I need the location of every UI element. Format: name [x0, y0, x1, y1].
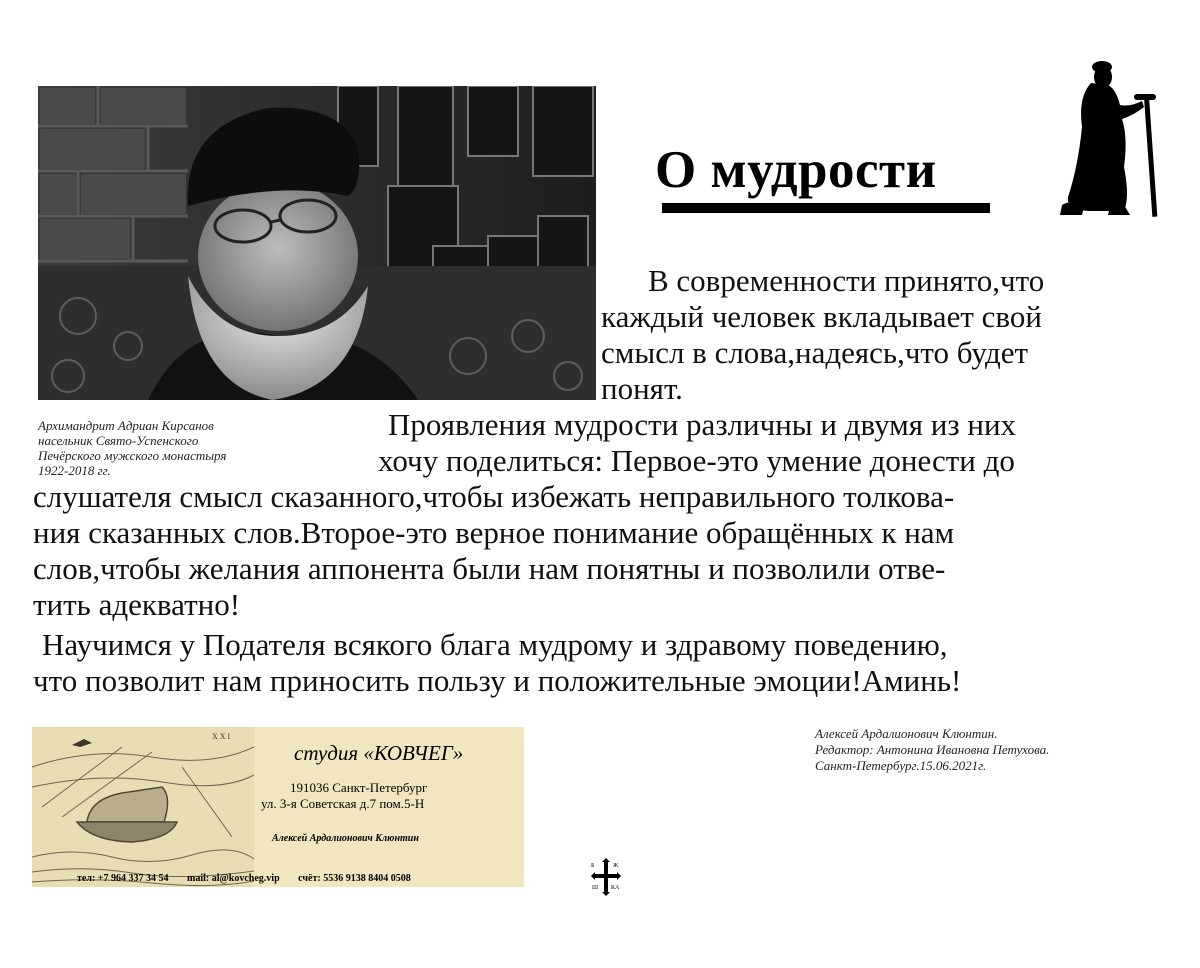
photo-caption [38, 418, 338, 478]
body-line: слов,чтобы желания аппонента были нам понятны и позволили отве- [33, 551, 946, 586]
emblem-letter: Ж [613, 863, 619, 869]
caption-line: Архимандрит Адриан Кирсанов [38, 418, 214, 433]
studio-name: студия «КОВЧЕГ» [294, 741, 464, 765]
studio-account: счёт: 5536 9138 8404 0508 [298, 873, 411, 884]
body-line: тить адекватно! [33, 587, 241, 622]
title-underline [662, 203, 990, 213]
body-line: слушателя смысл сказанного,чтобы избежать неправильного толкова- [33, 479, 955, 514]
body-line: Проявления мудрости различны и двумя из них [388, 407, 1017, 442]
body-line: В современности принято,что [648, 263, 1045, 298]
studio-person: Алексей Ардалионович Клюнтин [272, 833, 419, 844]
signature-line: Алексей Ардалионович Клюнтин. [815, 726, 998, 741]
caption-line: насельник Свято-Успенского [38, 433, 199, 448]
body-line: хочу поделиться: Первое-это умение донести до [378, 443, 1015, 478]
studio-business-card [32, 727, 524, 887]
page-title: О мудрости [655, 141, 937, 199]
card-art-label: X X I [212, 732, 231, 741]
signature-line: Редактор: Антонина Ивановна Петухова. [815, 742, 1050, 757]
studio-phone: тел: +7 964 337 34 54 [77, 873, 169, 884]
orthodox-cross-icon [585, 856, 627, 898]
caption-line: Печёрского мужского монастыря [38, 448, 227, 463]
body-line: смысл в слова,надеясь,что будет [601, 335, 1029, 370]
body-line: Научимся у Подателя всякого блага мудрому и здравому поведению, [42, 627, 948, 662]
studio-address-line: 191036 Санкт-Петербург [290, 780, 428, 795]
noah-ark-engraving-icon [32, 727, 254, 887]
studio-mail: mail: al@kovcheg.vip [187, 873, 280, 884]
emblem-letter: Ш [592, 885, 599, 891]
body-line: каждый человек вкладывает свой [601, 299, 1042, 334]
emblem-letter: Б [591, 863, 595, 869]
portrait-photo [38, 86, 596, 400]
studio-contacts [77, 873, 427, 884]
signature-line: Санкт-Петербург.15.06.2021г. [815, 758, 987, 773]
caption-line: 1922-2018 гг. [38, 463, 111, 478]
body-line: что позволит нам приносить пользу и положительные эмоции!Аминь! [33, 663, 962, 698]
monk-silhouette-icon [1058, 57, 1166, 217]
body-line: ния сказанных слов.Второе-это верное понимание обращённых к нам [33, 515, 955, 550]
emblem-letter: КА [611, 885, 620, 891]
author-signature [815, 726, 1049, 774]
studio-address-line: ул. 3-я Советская д.7 пом.5-Н [261, 796, 425, 811]
body-line: понят. [601, 371, 683, 406]
